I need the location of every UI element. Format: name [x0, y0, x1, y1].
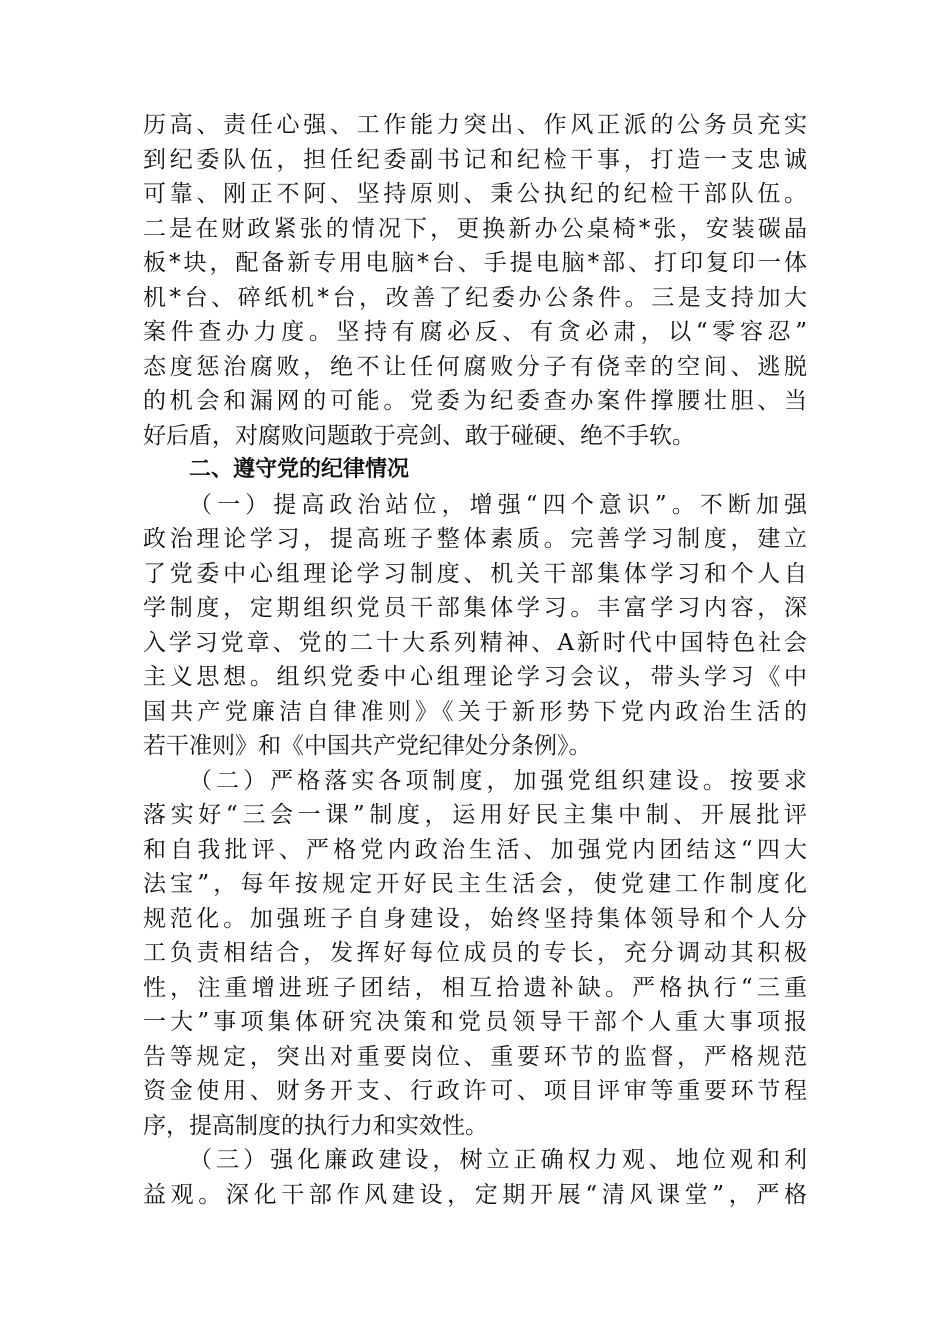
body-line: 可靠、刚正不阿、坚持原则、秉公执纪的纪检干部队伍。 [143, 181, 807, 207]
body-line: 案件查办力度。坚持有腐必反、有贪必肃，以“零容忍” [143, 319, 807, 345]
body-line: 历高、责任心强、工作能力突出、作风正派的公务员充实 [143, 112, 807, 138]
paragraph-first-line: （一）提高政治站位，增强“四个意识”。不断加强 [189, 491, 807, 518]
body-line: 规范化。加强班子自身建设，始终坚持集体领导和个人分 [143, 905, 807, 932]
body-line: 国共产党廉洁自律准则》《关于新形势下党内政治生活的 [143, 698, 807, 725]
body-line: 板*块，配备新专用电脑*台、手提电脑*部、打印复印一体 [143, 250, 807, 276]
document-body [143, 108, 807, 1212]
body-line: 的机会和漏网的可能。党委为纪委查办案件撑腰壮胆、当 [143, 388, 807, 414]
body-line: 益观。深化干部作风建设，定期开展“清风课堂”，严格 [143, 1181, 807, 1208]
body-line: 态度惩治腐败，绝不让任何腐败分子有侥幸的空间、逃脱 [143, 353, 807, 380]
body-line: 二是在财政紧张的情况下，更换新办公桌椅*张，安装碳晶 [143, 215, 807, 242]
paragraph-first-line: （二）严格落实各项制度，加强党组织建设。按要求 [189, 767, 807, 794]
body-line: 性，注重增进班子团结，相互拾遗补缺。严格执行“三重 [143, 974, 807, 1001]
body-line: 到纪委队伍，担任纪委副书记和纪检干事，打造一支忠诚 [143, 146, 807, 173]
body-line: 机*台、碎纸机*台，改善了纪委办公条件。三是支持加大 [143, 284, 807, 311]
body-line: 入学习党章、党的二十大系列精神、A新时代中国特色社会 [143, 629, 807, 656]
body-line: 和自我批评、严格党内政治生活、加强党内团结这“四大 [143, 836, 807, 863]
body-line: 了党委中心组理论学习制度、机关干部集体学习和个人自 [143, 560, 807, 587]
body-line: 一大”事项集体研究决策和党员领导干部个人重大事项报 [143, 1009, 807, 1035]
body-line: 工负责相结合，发挥好每位成员的专长，充分调动其积极 [143, 940, 807, 966]
body-line: 学制度，定期组织党员干部集体学习。丰富学习内容，深 [143, 595, 807, 621]
body-line: 告等规定，突出对重要岗位、重要环节的监督，严格规范 [143, 1043, 807, 1070]
body-line: 主义思想。组织党委中心组理论学习会议，带头学习《中 [143, 664, 807, 690]
body-line: 政治理论学习，提高班子整体素质。完善学习制度，建立 [143, 526, 807, 552]
section-heading: 二、遵守党的纪律情况 [189, 457, 410, 482]
paragraph-first-line: （三）强化廉政建设，树立正确权力观、地位观和利 [189, 1147, 807, 1173]
body-line: 好后盾，对腐败问题敢于亮剑、敢于碰硬、绝不手软。 [143, 422, 695, 449]
body-line: 序，提高制度的执行力和实效性。 [143, 1112, 488, 1139]
body-line: 落实好“三会一课”制度，运用好民主集中制、开展批评 [143, 802, 807, 828]
body-line: 若干准则》和《中国共产党纪律处分条例》。 [143, 733, 592, 759]
body-line: 法宝”，每年按规定开好民主生活会，使党建工作制度化 [143, 871, 807, 897]
body-line: 资金使用、财务开支、行政许可、项目评审等重要环节程 [143, 1078, 807, 1104]
